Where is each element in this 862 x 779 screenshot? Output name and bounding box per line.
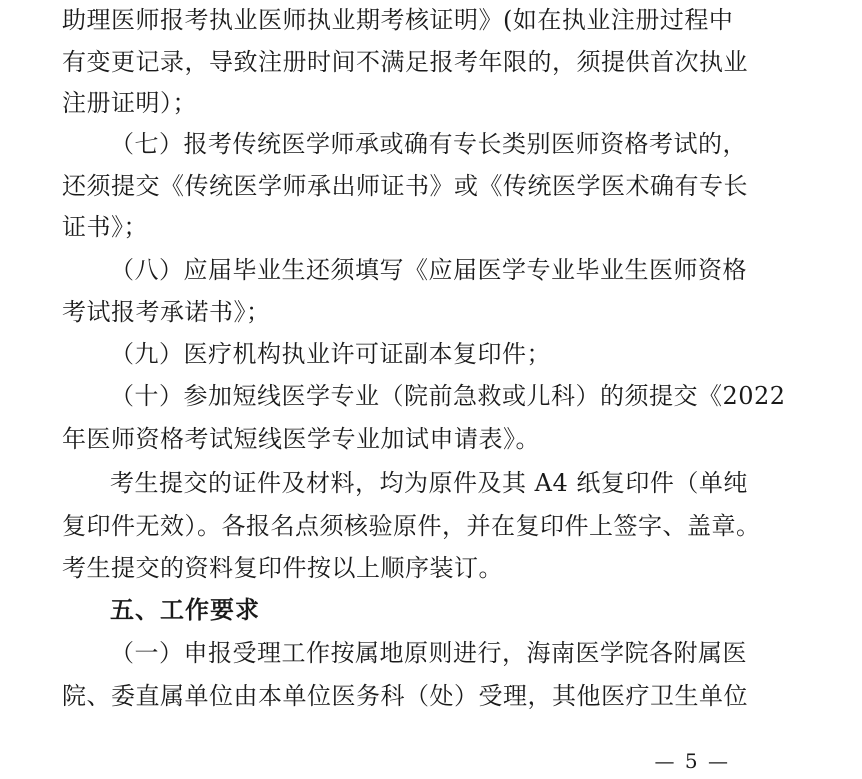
text-line: （八）应届毕业生还须填写《应届医学专业毕业生医师资格 bbox=[110, 256, 747, 284]
text-line: （九）医疗机构执业许可证副本复印件； bbox=[110, 340, 551, 368]
page-number: — 5 — bbox=[654, 749, 730, 773]
text-line: 年医师资格考试短线医学专业加试申请表》。 bbox=[62, 425, 540, 453]
section-heading: 五、工作要求 bbox=[110, 596, 260, 624]
text-line: 考试报考承诺书》； bbox=[62, 298, 271, 326]
text-line: 院、委直属单位由本单位医务科（处）受理，其他医疗卫生单位 bbox=[62, 682, 748, 710]
text-line: 还须提交《传统医学师承出师证书》或《传统医学医术确有专长 bbox=[62, 172, 748, 200]
text-line: 复印件无效）。各报名点须核验原件，并在复印件上签字、盖章。 bbox=[62, 512, 761, 540]
text-line: 证书》； bbox=[62, 213, 148, 241]
text-line: （七）报考传统医学师承或确有专长类别医师资格考试的， bbox=[110, 130, 747, 158]
text-line: 考生提交的证件及材料，均为原件及其 A4 纸复印件（单纯 bbox=[110, 469, 748, 497]
text-line: 注册证明）； bbox=[62, 89, 197, 117]
text-line: 有变更记录，导致注册时间不满足报考年限的，须提供首次执业 bbox=[62, 48, 748, 76]
text-line: （十）参加短线医学专业（院前急救或儿科）的须提交《2022 bbox=[110, 382, 786, 410]
text-line: 考生提交的资料复印件按以上顺序装订。 bbox=[62, 554, 503, 582]
text-line: （一）申报受理工作按属地原则进行，海南医学院各附属医 bbox=[110, 639, 747, 667]
text-line: 助理医师报考执业医师执业期考核证明》(如在执业注册过程中 bbox=[62, 6, 734, 34]
